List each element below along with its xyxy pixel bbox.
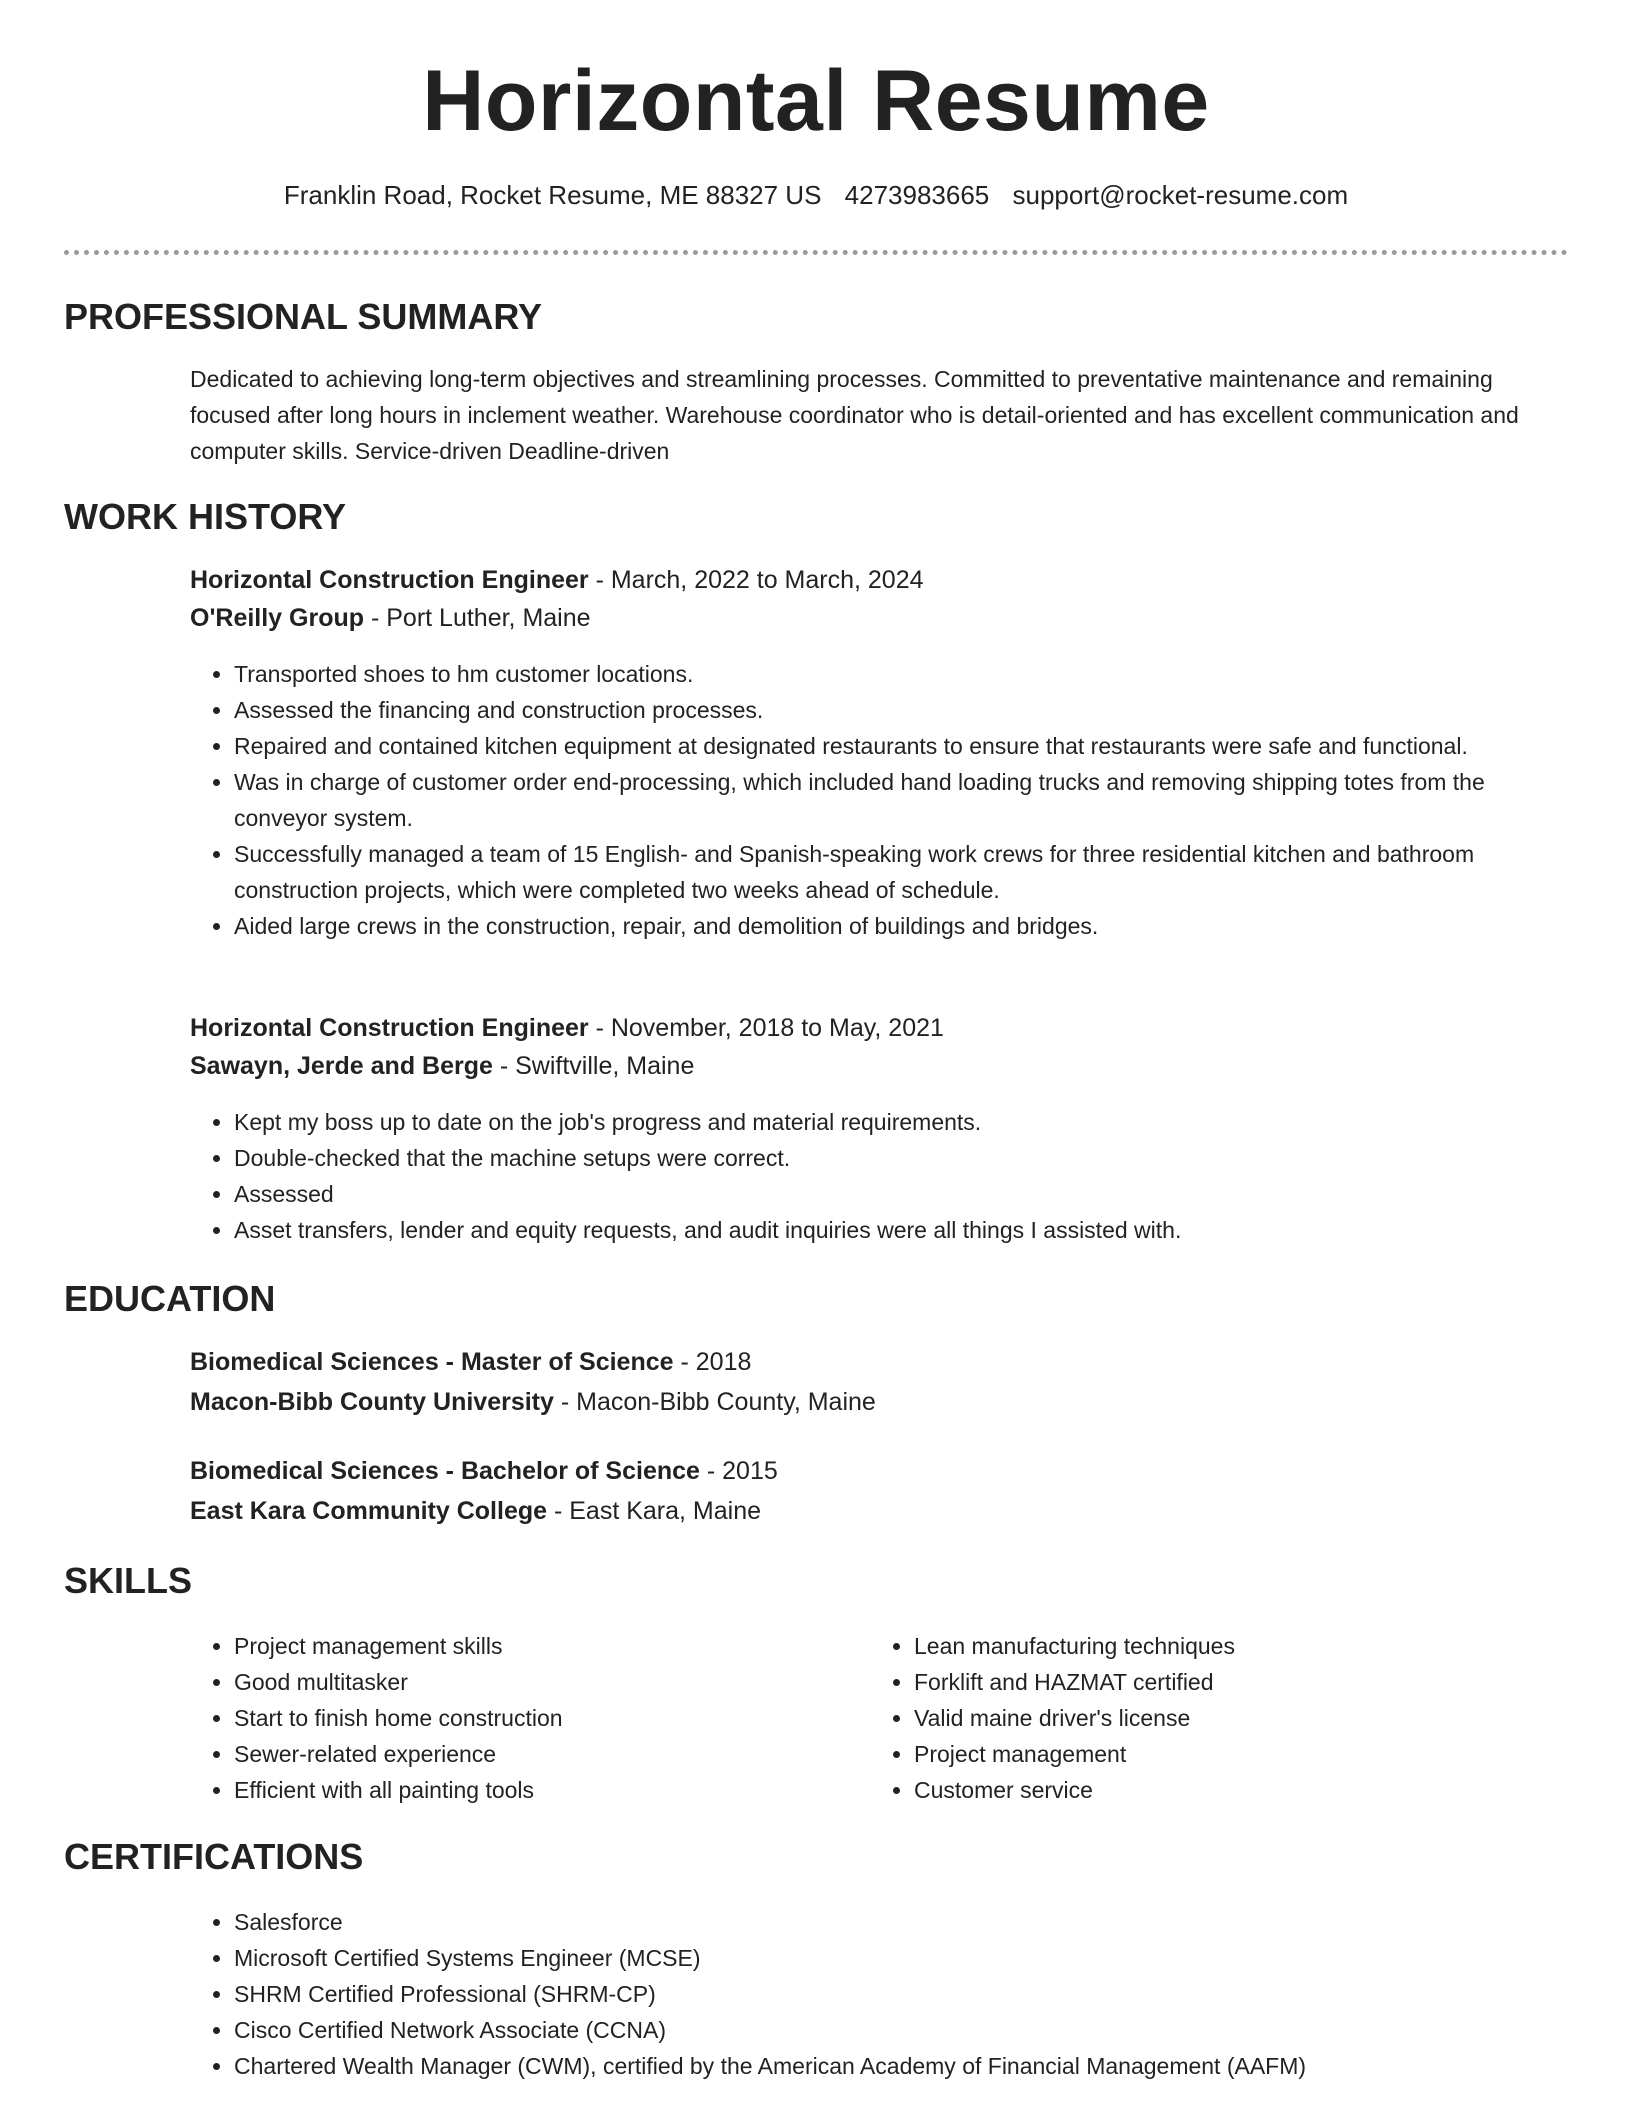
list-item: • Assessed [234,1176,1568,1212]
list-item: • Chartered Wealth Manager (CWM), certified by the American Academy of Financial Management (AAFM) [234,2048,1568,2084]
section-title-certifications: CERTIFICATIONS [64,1836,364,1877]
education-location: - Macon-Bibb County, Maine [553,1388,876,1416]
education-degree: Biomedical Sciences - Master of Science [190,1348,674,1376]
skills-list-right [870,1628,1632,1808]
resume-name: Horizontal Resume [422,53,1210,149]
job-title-line [190,1014,944,1043]
job-role: Horizontal Construction Engineer [190,1014,589,1042]
list-item: • Sewer-related experience [234,1736,1568,1772]
education-year: - 2018 [673,1348,752,1376]
list-item: • Asset transfers, lender and equity requests, and audit inquiries were all things I assisted with. [234,1212,1568,1248]
education-school: Macon-Bibb County University [190,1388,554,1416]
section-title-skills: SKILLS [64,1560,193,1601]
contact-line [64,180,1568,211]
list-item: • Microsoft Certified Systems Engineer (MCSE) [234,1940,1568,1976]
list-item: • Kept my boss up to date on the job's progress and material requirements. [234,1104,1568,1140]
list-item: • Assessed the financing and construction processes. [234,692,1568,728]
summary-text: Dedicated to achieving long-term objectives and streamlining processes. Committed to preventative maintenance and remaining focused after long hours in inclement weather. Warehouse coordinator who is detail-oriented and has excellent communication and computer skills. Service-driven Deadline-driven [190,366,1519,464]
job-company-line [190,1052,694,1081]
education-degree-line [190,1457,778,1486]
section-title-work: WORK HISTORY [64,496,347,537]
list-item: • Efficient with all painting tools [234,1772,1568,1808]
header-divider [64,250,1568,255]
job-company-line [190,604,591,633]
list-item: • Project management [914,1736,1632,1772]
section-title-summary: PROFESSIONAL SUMMARY [64,296,543,337]
job-location: - Port Luther, Maine [364,604,591,632]
list-item: • Was in charge of customer order end-processing, which included hand loading trucks and removing shipping totes from the conveyor system. [234,764,1568,836]
job-bullets [190,1104,1568,1248]
certifications-list [190,1904,1568,2084]
list-item: • SHRM Certified Professional (SHRM-CP) [234,1976,1568,2012]
list-item: • Lean manufacturing techniques [914,1628,1632,1664]
list-item: • Good multitasker [234,1664,1568,1700]
list-item: • Double-checked that the machine setups were correct. [234,1140,1568,1176]
contact-phone: 4273983665 [844,180,990,210]
section-title-education: EDUCATION [64,1278,276,1319]
list-item: • Customer service [914,1772,1632,1808]
list-item: • Start to finish home construction [234,1700,1568,1736]
job-dates: - March, 2022 to March, 2024 [588,566,924,594]
contact-address: Franklin Road, Rocket Resume, ME 88327 US [283,180,822,210]
contact-email: support@rocket-resume.com [1012,180,1349,210]
list-item: • Aided large crews in the construction, repair, and demolition of buildings and bridges. [234,908,1568,944]
education-degree: Biomedical Sciences - Bachelor of Science [190,1457,700,1485]
list-item: • Repaired and contained kitchen equipment at designated restaurants to ensure that restaurants were safe and functional. [234,728,1568,764]
education-year: - 2015 [699,1457,778,1485]
education-school-line [190,1497,761,1526]
list-item: • Forklift and HAZMAT certified [914,1664,1632,1700]
list-item: • Project management skills [234,1628,1568,1664]
list-item: • Salesforce [234,1904,1568,1940]
education-school: East Kara Community College [190,1497,548,1525]
education-location: - East Kara, Maine [547,1497,762,1525]
job-dates: - November, 2018 to May, 2021 [588,1014,944,1042]
job-bullets [190,656,1568,944]
education-school-line [190,1388,876,1417]
education-degree-line [190,1348,751,1377]
job-company: Sawayn, Jerde and Berge [190,1052,493,1080]
list-item: • Valid maine driver's license [914,1700,1632,1736]
list-item: • Cisco Certified Network Associate (CCNA) [234,2012,1568,2048]
job-role: Horizontal Construction Engineer [190,566,589,594]
job-company: O'Reilly Group [190,604,365,632]
job-location: - Swiftville, Maine [492,1052,695,1080]
job-title-line [190,566,924,595]
list-item: • Transported shoes to hm customer locations. [234,656,1568,692]
list-item: • Successfully managed a team of 15 English- and Spanish-speaking work crews for three residential kitchen and bathroom construction projects, which were completed two weeks ahead of schedule. [234,836,1568,908]
